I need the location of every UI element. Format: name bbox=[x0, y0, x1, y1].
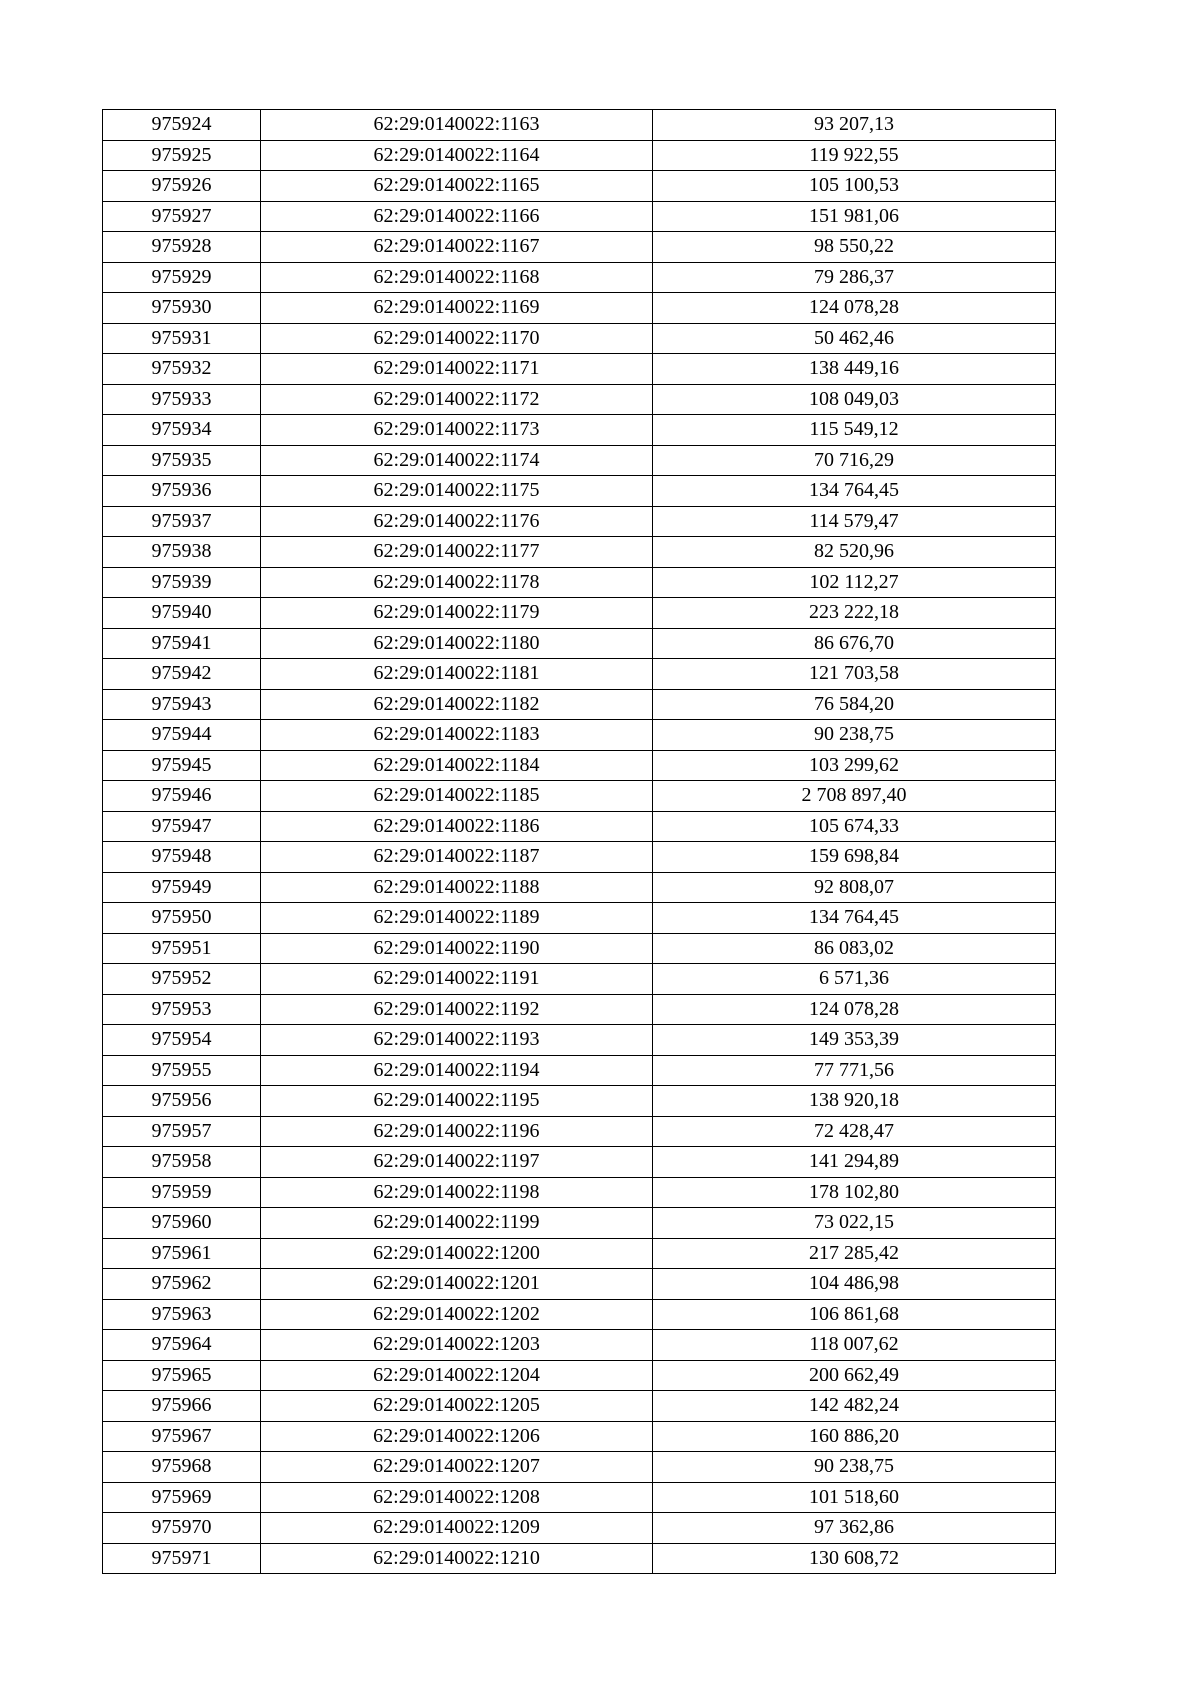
row-number-cell: 975967 bbox=[103, 1421, 261, 1452]
table-row bbox=[103, 201, 1056, 232]
cadastral-value-cell: 105 674,33 bbox=[653, 811, 1056, 842]
table-row bbox=[103, 1482, 1056, 1513]
cadastral-number-cell: 62:29:0140022:1188 bbox=[261, 872, 653, 903]
table-row bbox=[103, 1269, 1056, 1300]
table-row bbox=[103, 1360, 1056, 1391]
cadastral-number-cell: 62:29:0140022:1168 bbox=[261, 262, 653, 293]
row-number-cell: 975926 bbox=[103, 171, 261, 202]
table-row bbox=[103, 293, 1056, 324]
table-row bbox=[103, 537, 1056, 568]
cadastral-number-cell: 62:29:0140022:1184 bbox=[261, 750, 653, 781]
cadastral-number-cell: 62:29:0140022:1185 bbox=[261, 781, 653, 812]
cadastral-value-cell: 124 078,28 bbox=[653, 293, 1056, 324]
cadastral-number-cell: 62:29:0140022:1181 bbox=[261, 659, 653, 690]
cadastral-number-cell: 62:29:0140022:1164 bbox=[261, 140, 653, 171]
cadastral-value-cell: 90 238,75 bbox=[653, 1452, 1056, 1483]
table-row bbox=[103, 1299, 1056, 1330]
cadastral-number-cell: 62:29:0140022:1186 bbox=[261, 811, 653, 842]
table-row bbox=[103, 506, 1056, 537]
cadastral-value-cell: 149 353,39 bbox=[653, 1025, 1056, 1056]
cadastral-value-cell: 138 920,18 bbox=[653, 1086, 1056, 1117]
row-number-cell: 975933 bbox=[103, 384, 261, 415]
cadastral-value-cell: 178 102,80 bbox=[653, 1177, 1056, 1208]
cadastral-number-cell: 62:29:0140022:1200 bbox=[261, 1238, 653, 1269]
cadastral-number-cell: 62:29:0140022:1172 bbox=[261, 384, 653, 415]
cadastral-number-cell: 62:29:0140022:1196 bbox=[261, 1116, 653, 1147]
cadastral-value-cell: 106 861,68 bbox=[653, 1299, 1056, 1330]
row-number-cell: 975956 bbox=[103, 1086, 261, 1117]
cadastral-value-cell: 104 486,98 bbox=[653, 1269, 1056, 1300]
cadastral-number-cell: 62:29:0140022:1187 bbox=[261, 842, 653, 873]
table-row bbox=[103, 1086, 1056, 1117]
table-row bbox=[103, 811, 1056, 842]
row-number-cell: 975927 bbox=[103, 201, 261, 232]
cadastral-value-cell: 141 294,89 bbox=[653, 1147, 1056, 1178]
table-row bbox=[103, 1330, 1056, 1361]
cadastral-number-cell: 62:29:0140022:1175 bbox=[261, 476, 653, 507]
cadastral-value-cell: 103 299,62 bbox=[653, 750, 1056, 781]
row-number-cell: 975958 bbox=[103, 1147, 261, 1178]
cadastral-number-cell: 62:29:0140022:1176 bbox=[261, 506, 653, 537]
table-row bbox=[103, 1421, 1056, 1452]
cadastral-value-cell: 2 708 897,40 bbox=[653, 781, 1056, 812]
cadastral-number-cell: 62:29:0140022:1174 bbox=[261, 445, 653, 476]
cadastral-number-cell: 62:29:0140022:1201 bbox=[261, 1269, 653, 1300]
cadastral-number-cell: 62:29:0140022:1210 bbox=[261, 1543, 653, 1574]
row-number-cell: 975950 bbox=[103, 903, 261, 934]
table-row bbox=[103, 1513, 1056, 1544]
cadastral-value-cell: 223 222,18 bbox=[653, 598, 1056, 629]
row-number-cell: 975931 bbox=[103, 323, 261, 354]
cadastral-number-cell: 62:29:0140022:1192 bbox=[261, 994, 653, 1025]
row-number-cell: 975942 bbox=[103, 659, 261, 690]
table-row bbox=[103, 781, 1056, 812]
cadastral-number-cell: 62:29:0140022:1199 bbox=[261, 1208, 653, 1239]
table-row bbox=[103, 964, 1056, 995]
row-number-cell: 975944 bbox=[103, 720, 261, 751]
row-number-cell: 975951 bbox=[103, 933, 261, 964]
table-row bbox=[103, 994, 1056, 1025]
cadastral-value-cell: 121 703,58 bbox=[653, 659, 1056, 690]
cadastral-value-cell: 200 662,49 bbox=[653, 1360, 1056, 1391]
table-row bbox=[103, 689, 1056, 720]
table-row bbox=[103, 232, 1056, 263]
cadastral-number-cell: 62:29:0140022:1180 bbox=[261, 628, 653, 659]
table-row bbox=[103, 1452, 1056, 1483]
cadastral-number-cell: 62:29:0140022:1170 bbox=[261, 323, 653, 354]
table-row bbox=[103, 842, 1056, 873]
table-row bbox=[103, 354, 1056, 385]
cadastral-value-cell: 114 579,47 bbox=[653, 506, 1056, 537]
cadastral-value-cell: 101 518,60 bbox=[653, 1482, 1056, 1513]
row-number-cell: 975966 bbox=[103, 1391, 261, 1422]
cadastral-value-cell: 72 428,47 bbox=[653, 1116, 1056, 1147]
cadastral-value-cell: 160 886,20 bbox=[653, 1421, 1056, 1452]
row-number-cell: 975953 bbox=[103, 994, 261, 1025]
cadastral-value-cell: 105 100,53 bbox=[653, 171, 1056, 202]
cadastral-number-cell: 62:29:0140022:1171 bbox=[261, 354, 653, 385]
cadastral-value-cell: 134 764,45 bbox=[653, 903, 1056, 934]
cadastral-number-cell: 62:29:0140022:1193 bbox=[261, 1025, 653, 1056]
cadastral-value-cell: 138 449,16 bbox=[653, 354, 1056, 385]
cadastral-value-cell: 151 981,06 bbox=[653, 201, 1056, 232]
table-row bbox=[103, 1543, 1056, 1574]
table-row bbox=[103, 1055, 1056, 1086]
row-number-cell: 975968 bbox=[103, 1452, 261, 1483]
table-row bbox=[103, 933, 1056, 964]
table-row bbox=[103, 1208, 1056, 1239]
table-row bbox=[103, 476, 1056, 507]
row-number-cell: 975952 bbox=[103, 964, 261, 995]
cadastral-value-cell: 97 362,86 bbox=[653, 1513, 1056, 1544]
cadastral-value-cell: 108 049,03 bbox=[653, 384, 1056, 415]
table-row bbox=[103, 262, 1056, 293]
table-row bbox=[103, 1025, 1056, 1056]
cadastral-number-cell: 62:29:0140022:1194 bbox=[261, 1055, 653, 1086]
cadastral-number-cell: 62:29:0140022:1202 bbox=[261, 1299, 653, 1330]
row-number-cell: 975957 bbox=[103, 1116, 261, 1147]
table-row bbox=[103, 567, 1056, 598]
row-number-cell: 975946 bbox=[103, 781, 261, 812]
cadastral-value-cell: 93 207,13 bbox=[653, 110, 1056, 141]
table-row bbox=[103, 598, 1056, 629]
row-number-cell: 975965 bbox=[103, 1360, 261, 1391]
table-row bbox=[103, 384, 1056, 415]
cadastral-number-cell: 62:29:0140022:1191 bbox=[261, 964, 653, 995]
row-number-cell: 975929 bbox=[103, 262, 261, 293]
row-number-cell: 975964 bbox=[103, 1330, 261, 1361]
cadastral-value-cell: 86 083,02 bbox=[653, 933, 1056, 964]
row-number-cell: 975932 bbox=[103, 354, 261, 385]
table-row bbox=[103, 1391, 1056, 1422]
row-number-cell: 975939 bbox=[103, 567, 261, 598]
cadastral-value-cell: 92 808,07 bbox=[653, 872, 1056, 903]
row-number-cell: 975936 bbox=[103, 476, 261, 507]
cadastral-number-cell: 62:29:0140022:1182 bbox=[261, 689, 653, 720]
cadastral-value-table bbox=[102, 109, 1056, 1574]
cadastral-value-cell: 134 764,45 bbox=[653, 476, 1056, 507]
cadastral-number-cell: 62:29:0140022:1166 bbox=[261, 201, 653, 232]
row-number-cell: 975930 bbox=[103, 293, 261, 324]
cadastral-number-cell: 62:29:0140022:1204 bbox=[261, 1360, 653, 1391]
cadastral-number-cell: 62:29:0140022:1209 bbox=[261, 1513, 653, 1544]
table-row bbox=[103, 140, 1056, 171]
table-row bbox=[103, 1177, 1056, 1208]
cadastral-number-cell: 62:29:0140022:1203 bbox=[261, 1330, 653, 1361]
row-number-cell: 975947 bbox=[103, 811, 261, 842]
row-number-cell: 975955 bbox=[103, 1055, 261, 1086]
cadastral-number-cell: 62:29:0140022:1167 bbox=[261, 232, 653, 263]
cadastral-number-cell: 62:29:0140022:1169 bbox=[261, 293, 653, 324]
row-number-cell: 975938 bbox=[103, 537, 261, 568]
cadastral-number-cell: 62:29:0140022:1207 bbox=[261, 1452, 653, 1483]
row-number-cell: 975941 bbox=[103, 628, 261, 659]
row-number-cell: 975945 bbox=[103, 750, 261, 781]
table-row bbox=[103, 171, 1056, 202]
table-row bbox=[103, 445, 1056, 476]
cadastral-value-cell: 118 007,62 bbox=[653, 1330, 1056, 1361]
row-number-cell: 975960 bbox=[103, 1208, 261, 1239]
cadastral-value-cell: 77 771,56 bbox=[653, 1055, 1056, 1086]
table-row bbox=[103, 1238, 1056, 1269]
cadastral-value-cell: 86 676,70 bbox=[653, 628, 1056, 659]
table-row bbox=[103, 323, 1056, 354]
row-number-cell: 975971 bbox=[103, 1543, 261, 1574]
table-row bbox=[103, 872, 1056, 903]
cadastral-number-cell: 62:29:0140022:1165 bbox=[261, 171, 653, 202]
cadastral-value-cell: 102 112,27 bbox=[653, 567, 1056, 598]
cadastral-number-cell: 62:29:0140022:1195 bbox=[261, 1086, 653, 1117]
cadastral-number-cell: 62:29:0140022:1183 bbox=[261, 720, 653, 751]
table-row bbox=[103, 1116, 1056, 1147]
row-number-cell: 975937 bbox=[103, 506, 261, 537]
cadastral-value-cell: 82 520,96 bbox=[653, 537, 1056, 568]
row-number-cell: 975928 bbox=[103, 232, 261, 263]
cadastral-number-cell: 62:29:0140022:1190 bbox=[261, 933, 653, 964]
cadastral-number-cell: 62:29:0140022:1197 bbox=[261, 1147, 653, 1178]
row-number-cell: 975961 bbox=[103, 1238, 261, 1269]
cadastral-number-cell: 62:29:0140022:1178 bbox=[261, 567, 653, 598]
cadastral-number-cell: 62:29:0140022:1177 bbox=[261, 537, 653, 568]
table-row bbox=[103, 750, 1056, 781]
table-row bbox=[103, 720, 1056, 751]
cadastral-value-cell: 159 698,84 bbox=[653, 842, 1056, 873]
row-number-cell: 975949 bbox=[103, 872, 261, 903]
row-number-cell: 975935 bbox=[103, 445, 261, 476]
cadastral-number-cell: 62:29:0140022:1163 bbox=[261, 110, 653, 141]
cadastral-value-cell: 142 482,24 bbox=[653, 1391, 1056, 1422]
cadastral-number-cell: 62:29:0140022:1173 bbox=[261, 415, 653, 446]
table-row bbox=[103, 1147, 1056, 1178]
table-row bbox=[103, 659, 1056, 690]
row-number-cell: 975959 bbox=[103, 1177, 261, 1208]
table-row bbox=[103, 415, 1056, 446]
cadastral-value-cell: 130 608,72 bbox=[653, 1543, 1056, 1574]
table-row bbox=[103, 110, 1056, 141]
row-number-cell: 975943 bbox=[103, 689, 261, 720]
cadastral-value-cell: 119 922,55 bbox=[653, 140, 1056, 171]
cadastral-value-cell: 90 238,75 bbox=[653, 720, 1056, 751]
cadastral-value-cell: 50 462,46 bbox=[653, 323, 1056, 354]
row-number-cell: 975962 bbox=[103, 1269, 261, 1300]
cadastral-value-cell: 76 584,20 bbox=[653, 689, 1056, 720]
cadastral-value-cell: 79 286,37 bbox=[653, 262, 1056, 293]
cadastral-number-cell: 62:29:0140022:1205 bbox=[261, 1391, 653, 1422]
row-number-cell: 975934 bbox=[103, 415, 261, 446]
cadastral-value-cell: 70 716,29 bbox=[653, 445, 1056, 476]
table-row bbox=[103, 903, 1056, 934]
cadastral-value-cell: 73 022,15 bbox=[653, 1208, 1056, 1239]
cadastral-number-cell: 62:29:0140022:1179 bbox=[261, 598, 653, 629]
row-number-cell: 975924 bbox=[103, 110, 261, 141]
cadastral-value-cell: 217 285,42 bbox=[653, 1238, 1056, 1269]
cadastral-value-cell: 98 550,22 bbox=[653, 232, 1056, 263]
cadastral-value-cell: 115 549,12 bbox=[653, 415, 1056, 446]
cadastral-number-cell: 62:29:0140022:1206 bbox=[261, 1421, 653, 1452]
row-number-cell: 975948 bbox=[103, 842, 261, 873]
row-number-cell: 975925 bbox=[103, 140, 261, 171]
cadastral-value-cell: 6 571,36 bbox=[653, 964, 1056, 995]
table-row bbox=[103, 628, 1056, 659]
cadastral-number-cell: 62:29:0140022:1189 bbox=[261, 903, 653, 934]
cadastral-number-cell: 62:29:0140022:1198 bbox=[261, 1177, 653, 1208]
cadastral-value-cell: 124 078,28 bbox=[653, 994, 1056, 1025]
row-number-cell: 975970 bbox=[103, 1513, 261, 1544]
cadastral-number-cell: 62:29:0140022:1208 bbox=[261, 1482, 653, 1513]
row-number-cell: 975940 bbox=[103, 598, 261, 629]
row-number-cell: 975969 bbox=[103, 1482, 261, 1513]
row-number-cell: 975963 bbox=[103, 1299, 261, 1330]
row-number-cell: 975954 bbox=[103, 1025, 261, 1056]
table-body bbox=[103, 110, 1056, 1574]
